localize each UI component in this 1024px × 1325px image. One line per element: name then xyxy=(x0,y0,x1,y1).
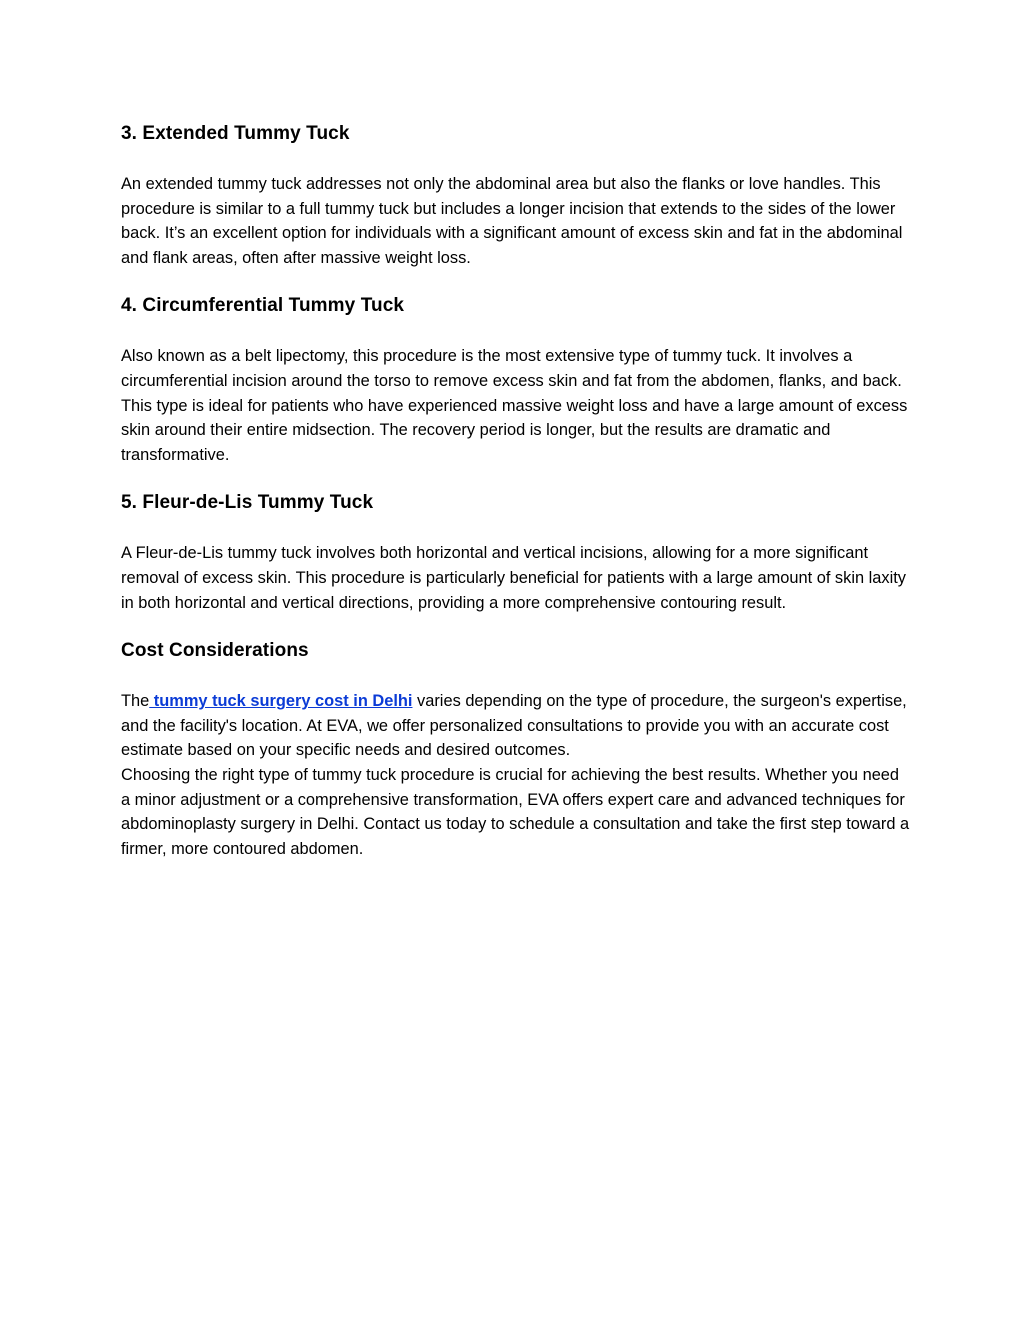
section-heading-extended-tummy-tuck: 3. Extended Tummy Tuck xyxy=(121,123,350,144)
section-heading-cost-considerations: Cost Considerations xyxy=(121,640,309,662)
section-body-circumferential-tummy-tuck: Also known as a belt lipectomy, this procedure is the most extensive type of tummy tuck. It involves a circumferential incision around the torso to remove excess skin and fat from the abdomen, flanks, and back. This type is ideal for patients who have experienced massive weight loss and have a large amount of excess skin around their entire midsection. The recovery period is longer, but the results are dramatic and transformative. xyxy=(121,347,908,464)
cost-intro-after-link: varies depending on the type of procedure, the surgeon's expertise, and the facility's location. At EVA, we offer personalized consultations to provide you with an accurate cost estimate based on your specific needs and desired outcomes. xyxy=(121,692,907,760)
section-body-extended-tummy-tuck: An extended tummy tuck addresses not only the abdominal area but also the flanks or love handles. This procedure is similar to a full tummy tuck but includes a longer incision that extends to the sides of the lower back. It’s an excellent option for individuals with a significant amount of excess skin and fat in the abdominal and flank areas, often after massive weight loss. xyxy=(121,175,903,267)
section-heading-fleur-de-lis-tummy-tuck: 5. Fleur-de-Lis Tummy Tuck xyxy=(121,492,374,514)
cost-intro-before-link: The xyxy=(121,692,150,711)
tummy-tuck-cost-link[interactable]: tummy tuck surgery cost in Delhi xyxy=(149,692,413,711)
document-page xyxy=(121,120,911,883)
closing-paragraph: Choosing the right type of tummy tuck procedure is crucial for achieving the best results. Whether you need a minor adjustment or a comprehensive transformation, EVA offers expert care and advanced techniques for abdominoplasty surgery in Delhi. Contact us today to schedule a consultation and take the first step toward a firmer, more contoured abdomen. xyxy=(121,765,910,858)
section-heading-circumferential-tummy-tuck: 4. Circumferential Tummy Tuck xyxy=(121,295,405,317)
section-body-fleur-de-lis-tummy-tuck: A Fleur-de-Lis tummy tuck involves both horizontal and vertical incisions, allowing for a more significant removal of excess skin. This procedure is particularly beneficial for patients with a large amount of skin laxity in both horizontal and vertical directions, providing a more comprehensive contouring result. xyxy=(121,544,906,612)
cost-intro-paragraph xyxy=(121,689,911,763)
